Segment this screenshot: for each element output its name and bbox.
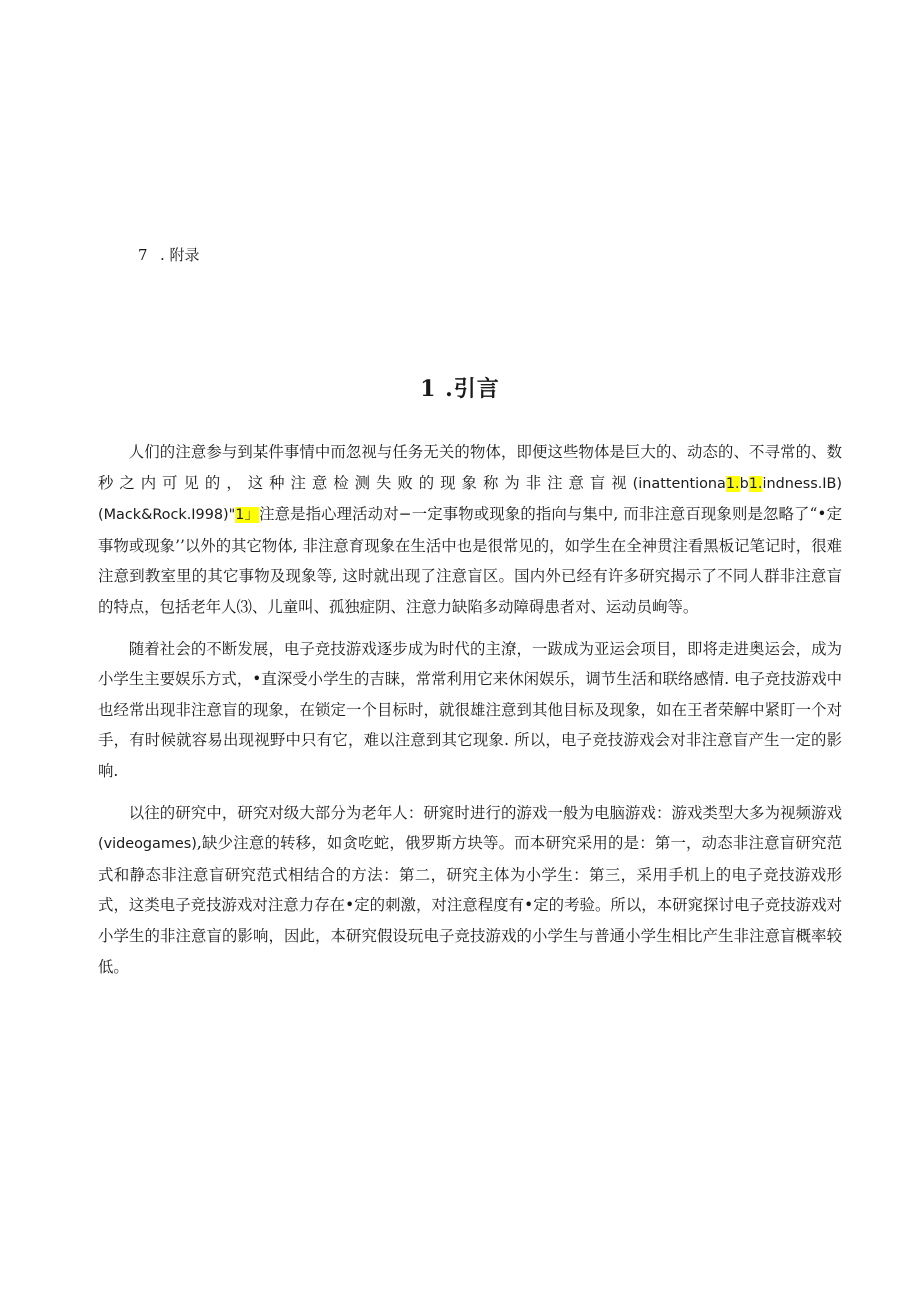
body-text	[98, 437, 842, 982]
highlight-mark-3: 1」	[235, 507, 260, 524]
paragraph-1	[98, 437, 842, 623]
paragraph-3-text: 以往的研究中，研究对级大部分为老年人：研窕时进行的游戏一般为电脑游戏：游戏类型大多为视频游戏	[128, 803, 842, 822]
paragraph-2: 随着社会的不断发展，电子竞技游戏逐步成为时代的主潦，一跋成为亚运会项目，即将走进奥运会，成为小学生主要娱乐方式，•直深受小学生的吉睐，常常利用它来休闲娱乐，调节生活和联络感情. 电子竞技游戏中也经常出现非注意盲的现象，在锁定一个目标时，就很雄注意到其他目标及现象，如在王者荣解中紧盯一个对手，有时候就容易出现视野中只有它，难以注意到其它现象. 所以，电子竞技游戏会对非注意盲产生一定的影响.	[98, 639, 842, 780]
paragraph-3	[98, 798, 842, 983]
toc-entry-appendix[interactable]	[138, 244, 200, 266]
citation-text-a: (inattentiona	[632, 475, 726, 492]
paragraph-3-latin: (videogames)	[98, 836, 197, 853]
citation-text-c: indness.IB)(Mack&Rock.I998)"	[98, 475, 842, 524]
highlight-mark-1: 1.	[725, 475, 740, 492]
citation-text-b: b	[739, 475, 749, 492]
section-title: 1 .引言	[420, 376, 500, 402]
paragraph-1-text-continued: 注意是指心理活动对−一定事物或现象的指向与集中, 而非注意百现象则是忽略了“•定事物或现象’’以外的其它物体, 非注意育现象在生活中也是很常见的，如学生在全神贯注看黑板记笔记时，很难注意到教室里的其它事物及现象等, 这时就出现了注意盲区。国内外已经有许多研究揭示了不同人群非注意盲的特点，包括老年人⑶、儿童叫、孤独症阴、注意力缺陷多动障碍患者对、运动员峋等。	[98, 505, 843, 616]
paragraph-1-text: 人们的注意参与到某件事情中而忽视与任务无关的物体，即便这些物体是巨大的、动态的、不寻常的、数秒之内可见的，这种注意检测失败的现象称为非注意盲视	[98, 443, 842, 492]
toc-entry-label: . 附录	[160, 246, 200, 264]
toc-entry-number: 7	[138, 246, 148, 264]
highlight-mark-2: 1.	[748, 475, 763, 492]
paragraph-3-text-continued: ,缺少注意的转移，如贪吃蛇，俄罗斯方块等。而本研究采用的是：第一，动态非注意盲研究范式和静态非注意盲研究范式相结合的方法：第二，研究主体为小学生：第三，采用手机上的电子竞技游戏形式，这类电子竞技游戏对注意力存在•定的刺激，对注意程度有•定的考验。所以，本研窕探讨电子竞技游戏对小学生的非注意盲的影响，因此，本研究假设玩电子竞技游戏的小学生与普通小学生相比产生非注意盲概率较低。	[98, 834, 842, 976]
